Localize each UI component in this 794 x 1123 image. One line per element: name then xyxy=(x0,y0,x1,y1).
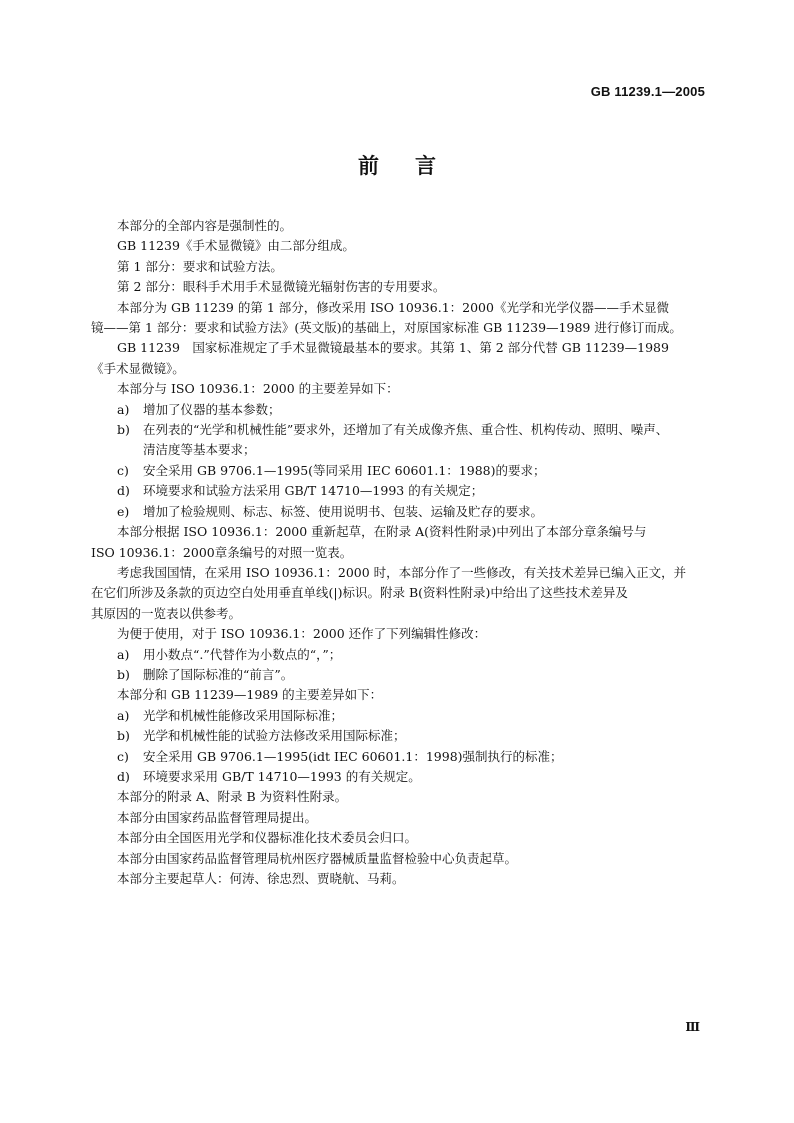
list-marker: e) xyxy=(117,503,130,519)
list-text: 用小数点“.”代替作为小数点的“，”； xyxy=(143,646,342,662)
paragraph: 本部分的附录 A、附录 B 为资料性附录。 xyxy=(117,789,348,805)
paragraph-line: 本部分为 GB 11239 的第 1 部分，修改采用 ISO 10936.1：2000《光学和光学仪器——手术显微 xyxy=(117,299,669,315)
list-marker: a) xyxy=(117,401,130,417)
list-marker: d) xyxy=(117,768,130,784)
list-text: 清洁度等基本要求； xyxy=(143,442,256,458)
paragraph-line: 其原因的一览表以供参考。 xyxy=(91,605,242,621)
list-text: 环境要求和试验方法采用 GB/T 14710—1993 的有关规定； xyxy=(143,483,484,499)
foreword-body xyxy=(91,216,705,889)
list-item xyxy=(117,481,705,501)
paragraph: 本部分由国家药品监督管理局杭州医疗器械质量监督检验中心负责起草。 xyxy=(117,850,518,866)
list-text: 光学和机械性能的试验方法修改采用国际标准； xyxy=(143,728,406,744)
list-item xyxy=(117,726,705,746)
list-item xyxy=(117,706,705,726)
list-item xyxy=(117,747,705,767)
paragraph: GB 11239《手术显微镜》由二部分组成。 xyxy=(117,238,355,254)
list-item-continued xyxy=(117,440,705,460)
list-marker: d) xyxy=(117,483,130,499)
list-item xyxy=(117,665,705,685)
list-text: 安全采用 GB 9706.1—1995(idt IEC 60601.1：1998)强制执行的标准； xyxy=(143,748,563,764)
paragraph: 为便于使用，对于 ISO 10936.1：2000 还作了下列编辑性修改： xyxy=(117,626,487,642)
page-title: 前言 xyxy=(358,154,472,178)
paragraph-line: ISO 10936.1：2000章条编号的对照一览表。 xyxy=(91,544,353,560)
list-marker: b) xyxy=(117,728,130,744)
standard-number: GB 11239.1—2005 xyxy=(590,84,705,99)
paragraph: 本部分由全国医用光学和仪器标准化技术委员会归口。 xyxy=(117,830,418,846)
paragraph-line: 在它们所涉及条款的页边空白处用垂直单线(|)标识。附录 B(资料性附录)中给出了这些技术差异及 xyxy=(91,585,628,601)
list-text: 在列表的“光学和机械性能”要求外，还增加了有关成像齐焦、重合性、机构传动、照明、噪声、 xyxy=(143,422,669,438)
list-marker: b) xyxy=(117,422,130,438)
page-number: Ⅲ xyxy=(685,1020,700,1034)
list-marker: a) xyxy=(117,646,130,662)
list-item xyxy=(117,420,705,440)
list-item xyxy=(117,645,705,665)
list-text: 删除了国际标准的“前言”。 xyxy=(143,666,294,682)
list-item xyxy=(117,767,705,787)
paragraph-line: 《手术显微镜》。 xyxy=(91,360,185,376)
paragraph: 本部分和 GB 11239—1989 的主要差异如下： xyxy=(117,687,383,703)
list-marker: a) xyxy=(117,707,130,723)
list-text: 增加了检验规则、标志、标签、使用说明书、包装、运输及贮存的要求。 xyxy=(143,503,544,519)
paragraph: 本部分主要起草人：何涛、徐忠烈、贾晓航、马莉。 xyxy=(117,871,405,886)
list-text: 环境要求采用 GB/T 14710—1993 的有关规定。 xyxy=(143,768,421,784)
list-text: 增加了仪器的基本参数； xyxy=(143,401,281,417)
list-marker: c) xyxy=(117,748,129,764)
list-marker: c) xyxy=(117,462,129,478)
paragraph-line: 本部分根据 ISO 10936.1：2000 重新起草，在附录 A(资料性附录)中列出了本部分章条编号与 xyxy=(117,524,647,540)
paragraph: 第 2 部分：眼科手术用手术显微镜光辐射伤害的专用要求。 xyxy=(117,279,446,295)
paragraph: 本部分的全部内容是强制性的。 xyxy=(117,218,293,233)
list-item xyxy=(117,502,705,522)
list-item xyxy=(117,461,705,481)
paragraph-line: 考虑我国国情，在采用 ISO 10936.1：2000 时，本部分作了一些修改，有关技术差异已编入正文，并 xyxy=(117,564,687,580)
paragraph-line: 镜——第 1 部分：要求和试验方法》(英文版)的基础上，对原国家标准 GB 11239—1989 进行修订而成。 xyxy=(91,320,682,336)
paragraph: 本部分与 ISO 10936.1：2000 的主要差异如下： xyxy=(117,381,399,397)
list-text: 光学和机械性能修改采用国际标准； xyxy=(143,707,344,723)
paragraph: 第 1 部分：要求和试验方法。 xyxy=(117,258,283,274)
list-item xyxy=(117,400,705,420)
list-marker: b) xyxy=(117,666,130,682)
list-text: 安全采用 GB 9706.1—1995(等同采用 IEC 60601.1：1988)的要求； xyxy=(143,462,546,478)
paragraph: 本部分由国家药品监督管理局提出。 xyxy=(117,809,318,825)
paragraph-line: GB 11239 国家标准规定了手术显微镜最基本的要求。其第 1、第 2 部分代替 GB 11239—1989 xyxy=(117,340,669,356)
